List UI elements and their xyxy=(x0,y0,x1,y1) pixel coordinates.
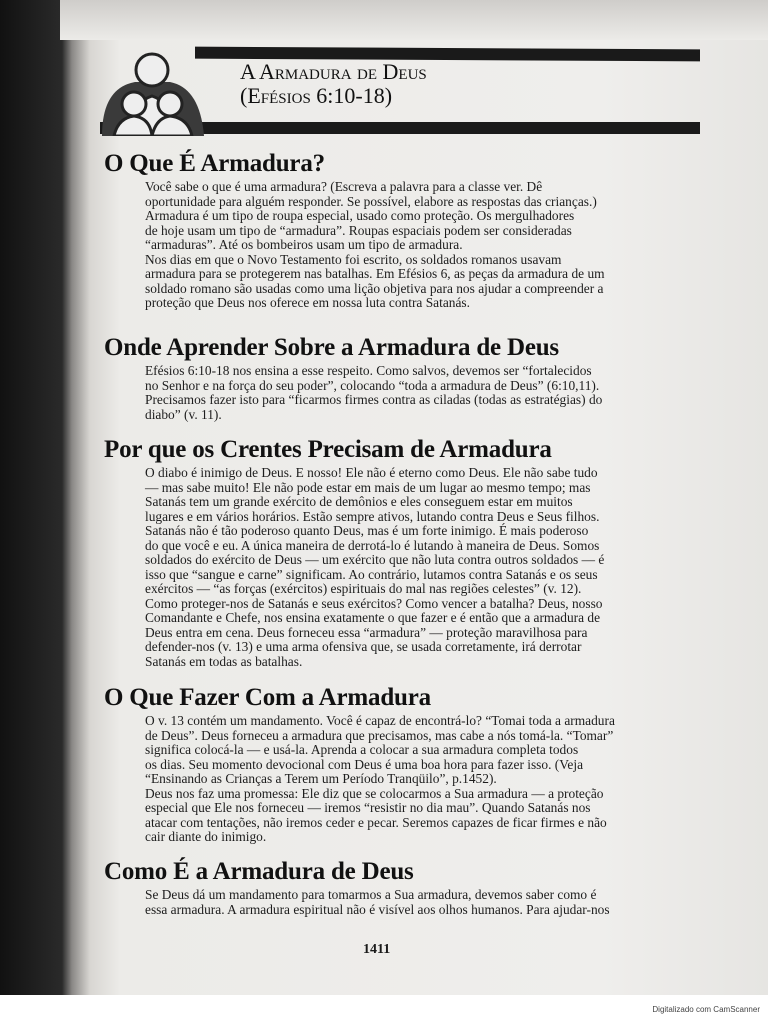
text-line: “Ensinando as Crianças a Terem um Período Tranqüilo”, p.1452). xyxy=(145,771,497,786)
text-line: exércitos — “as forças (exércitos) espirituais do mal nas regiões celestes” (v. 12). xyxy=(145,581,582,596)
title-line-1: A Armadura de Deus xyxy=(240,59,427,84)
text-line: Como proteger-nos de Satanás e seus exércitos? Como vencer a batalha? Deus, nosso xyxy=(145,595,603,611)
section-body xyxy=(145,888,610,917)
section-heading: Por que os Crentes Precisam de Armadura xyxy=(104,436,552,463)
section-what-armor-looks-like xyxy=(104,858,610,917)
page-top-shadow xyxy=(60,0,768,40)
text-line: Se Deus dá um mandamento para tomarmos a Sua armadura, devemos saber como é xyxy=(145,887,597,902)
text-line: Satanás tem um grande exército de demônios e eles conseguem estar em muitos xyxy=(145,494,573,509)
text-line: diabo” (v. 11). xyxy=(145,406,222,422)
text-line: de Deus”. Deus forneceu a armadura que precisamos, mas cabe a nós tomá-la. “Tomar” xyxy=(145,727,614,743)
text-line: armadura para se protegerem nas batalhas. Em Efésios 6, as peças da armadura de um xyxy=(145,266,605,281)
text-line: proteção que Deus nos oferece em nossa luta contra Satanás. xyxy=(145,295,470,310)
section-heading: Onde Aprender Sobre a Armadura de Deus xyxy=(104,334,559,361)
section-what-to-do-with-armor xyxy=(104,684,615,845)
text-line: cair diante do inimigo. xyxy=(145,829,267,844)
text-line: Comandante e Chefe, nos ensina exatamente o que fazer e é então que a armadura de xyxy=(145,610,601,625)
text-line: soldado romano são usadas como uma lição objetiva para nos ajudar a compreender a xyxy=(145,280,604,296)
text-line: no Senhor e na força do seu poder”, colocando “toda a armadura de Deus” (6:10,11). xyxy=(145,377,600,393)
text-line: oportunidade para alguém responder. Se possível, elabore as respostas das crianças.) xyxy=(145,193,597,209)
text-line: Efésios 6:10-18 nos ensina a esse respeito. Como salvos, devemos ser “fortalecidos xyxy=(145,363,592,378)
text-line: significa colocá-la — e usá-la. Aprenda a colocar a sua armadura completa todos xyxy=(145,742,579,757)
text-line: especial que Ele nos forneceu — iremos “resistir no dia mau”. Quando Satanás nos xyxy=(145,800,591,815)
section-body xyxy=(145,364,602,422)
section-why-believers-need-armor xyxy=(104,436,604,669)
text-line: Precisamos fazer isto para “ficarmos firmes contra as ciladas (todas as estratégias) do xyxy=(145,392,603,407)
text-line: os dias. Seu momento devocional com Deus é uma boa hora para fazer isso. (Veja xyxy=(145,756,584,772)
text-line: — mas sabe muito! Ele não pode estar em mais de um lugar ao mesmo tempo; mas xyxy=(145,479,591,495)
text-line: de hoje usam um tipo de “armadura”. Roupas espaciais podem ser consideradas xyxy=(145,222,572,238)
text-line: isso que “sangue e carne” significam. Ao contrário, lutamos contra Satanás e os seus xyxy=(145,566,598,582)
text-line: Deus nos faz uma promessa: Ele diz que se colocarmos a Sua armadura — a proteção xyxy=(145,785,604,801)
text-line: lugares e em vários horários. Estão sempre ativos, lutando contra Deus e Seus filhos. xyxy=(145,508,600,524)
text-line: atacar com tentações, não iremos ceder e pecar. Seremos capazes de ficar firmes e não xyxy=(145,814,607,830)
section-body xyxy=(145,180,605,311)
section-heading: Como É a Armadura de Deus xyxy=(104,858,414,885)
page-title xyxy=(240,60,427,108)
section-what-is-armor xyxy=(104,150,605,311)
text-line: essa armadura. A armadura espiritual não é visível aos olhos humanos. Para ajudar-nos xyxy=(145,901,610,917)
page-number: 1411 xyxy=(363,942,391,957)
section-body xyxy=(145,714,615,845)
children-silhouette-icon xyxy=(100,48,210,136)
text-line: Armadura é um tipo de roupa especial, usado como proteção. Os mergulhadores xyxy=(145,208,575,223)
section-heading: O Que Fazer Com a Armadura xyxy=(104,684,431,711)
header-banner xyxy=(100,48,700,138)
text-line: “armaduras”. Até os bombeiros usam um tipo de armadura. xyxy=(145,237,463,252)
title-line-2: (Efésios 6:10-18) xyxy=(240,83,393,108)
section-heading: O Que É Armadura? xyxy=(104,150,325,177)
text-line: O v. 13 contém um mandamento. Você é capaz de encontrá-lo? “Tomai toda a armadura xyxy=(145,713,615,728)
text-line: Satanás não é tão poderoso quanto Deus, mas é um forte inimigo. É mais poderoso xyxy=(145,523,589,538)
text-line: Satanás em todas as batalhas. xyxy=(145,653,303,669)
text-line: Deus entra em cena. Deus forneceu essa “armadura” — proteção maravilhosa para xyxy=(145,624,588,640)
section-where-to-learn xyxy=(104,334,602,422)
text-line: defender-nos (v. 13) e uma arma ofensiva que, se usada corretamente, irá derrotar xyxy=(145,639,582,654)
scanner-watermark: Digitalizado com CamScanner xyxy=(652,1005,760,1014)
section-body xyxy=(145,466,604,669)
text-line: do que você e eu. A única maneira de derrotá-lo é lutando à maneira de Deus. Somos xyxy=(145,537,600,553)
text-line: Você sabe o que é uma armadura? (Escreva a palavra para a classe ver. Dê xyxy=(145,179,543,194)
text-line: soldados do exército de Deus — um exército que não luta contra outros soldados — é xyxy=(145,552,605,567)
text-line: Nos dias em que o Novo Testamento foi escrito, os soldados romanos usavam xyxy=(145,251,562,267)
text-line: O diabo é inimigo de Deus. E nosso! Ele não é eterno como Deus. Ele não sabe tudo xyxy=(145,465,598,480)
